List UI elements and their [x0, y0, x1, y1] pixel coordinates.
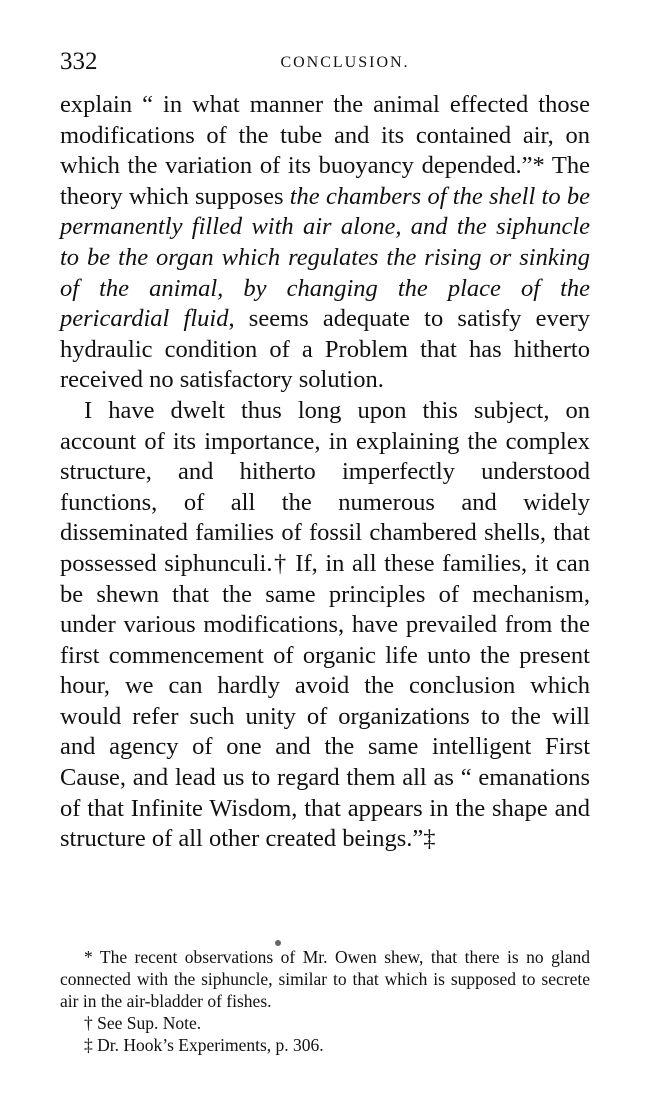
- page-header: [60, 48, 600, 84]
- footnotes: [60, 946, 590, 1056]
- footnote-3: ‡ Dr. Hook’s Experiments, p. 306.: [84, 1035, 324, 1055]
- running-title: CONCLUSION.: [280, 54, 410, 71]
- paragraph-1-start: explain “ in what manner the animal effected those modifications of the tube and its contained air, on which the variation of its buoyancy depended.”* The theory which supposes: [60, 91, 590, 210]
- footnote-2: † See Sup. Note.: [84, 1013, 202, 1033]
- page-number: 332: [60, 48, 98, 75]
- paragraph-2: I have dwelt thus long upon this subject, on account of its importance, in explaining the complex structure, and hitherto imperfectly understood functions, of all the numerous and widely disseminated families of fossil chambered shells, that possessed siphunculi.† If, in all these families, it can be shewn that the same principles of mechanism, under various modifications, have prevailed from the first commencement of organic life unto the present hour, we can hardly avoid the conclusion which would refer such unity of organizations to the will and agency of one and the same intelligent First Cause, and lead us to regard them all as “ emanations of that Infinite Wisdom, that appears in the shape and structure of all other created beings.”‡: [60, 396, 590, 853]
- paragraph-1: [60, 90, 590, 396]
- body-text: [60, 90, 590, 855]
- footnote-1: * The recent observations of Mr. Owen shew, that there is no gland connected with the siphuncle, similar to that which is supposed to secrete air in the air-bladder of fishes.: [60, 947, 590, 1011]
- paragraph-1-end: , seems adequate to satisfy every hydraulic condition of a Problem that has hitherto received no satisfactory solution.: [60, 305, 591, 394]
- paragraph-1-italic: the chambers of the shell to be permanently filled with air alone, and the siphuncle to be the organ which regulates the rising or sinking of the animal, by changing the place of the pericardial fluid: [60, 182, 590, 333]
